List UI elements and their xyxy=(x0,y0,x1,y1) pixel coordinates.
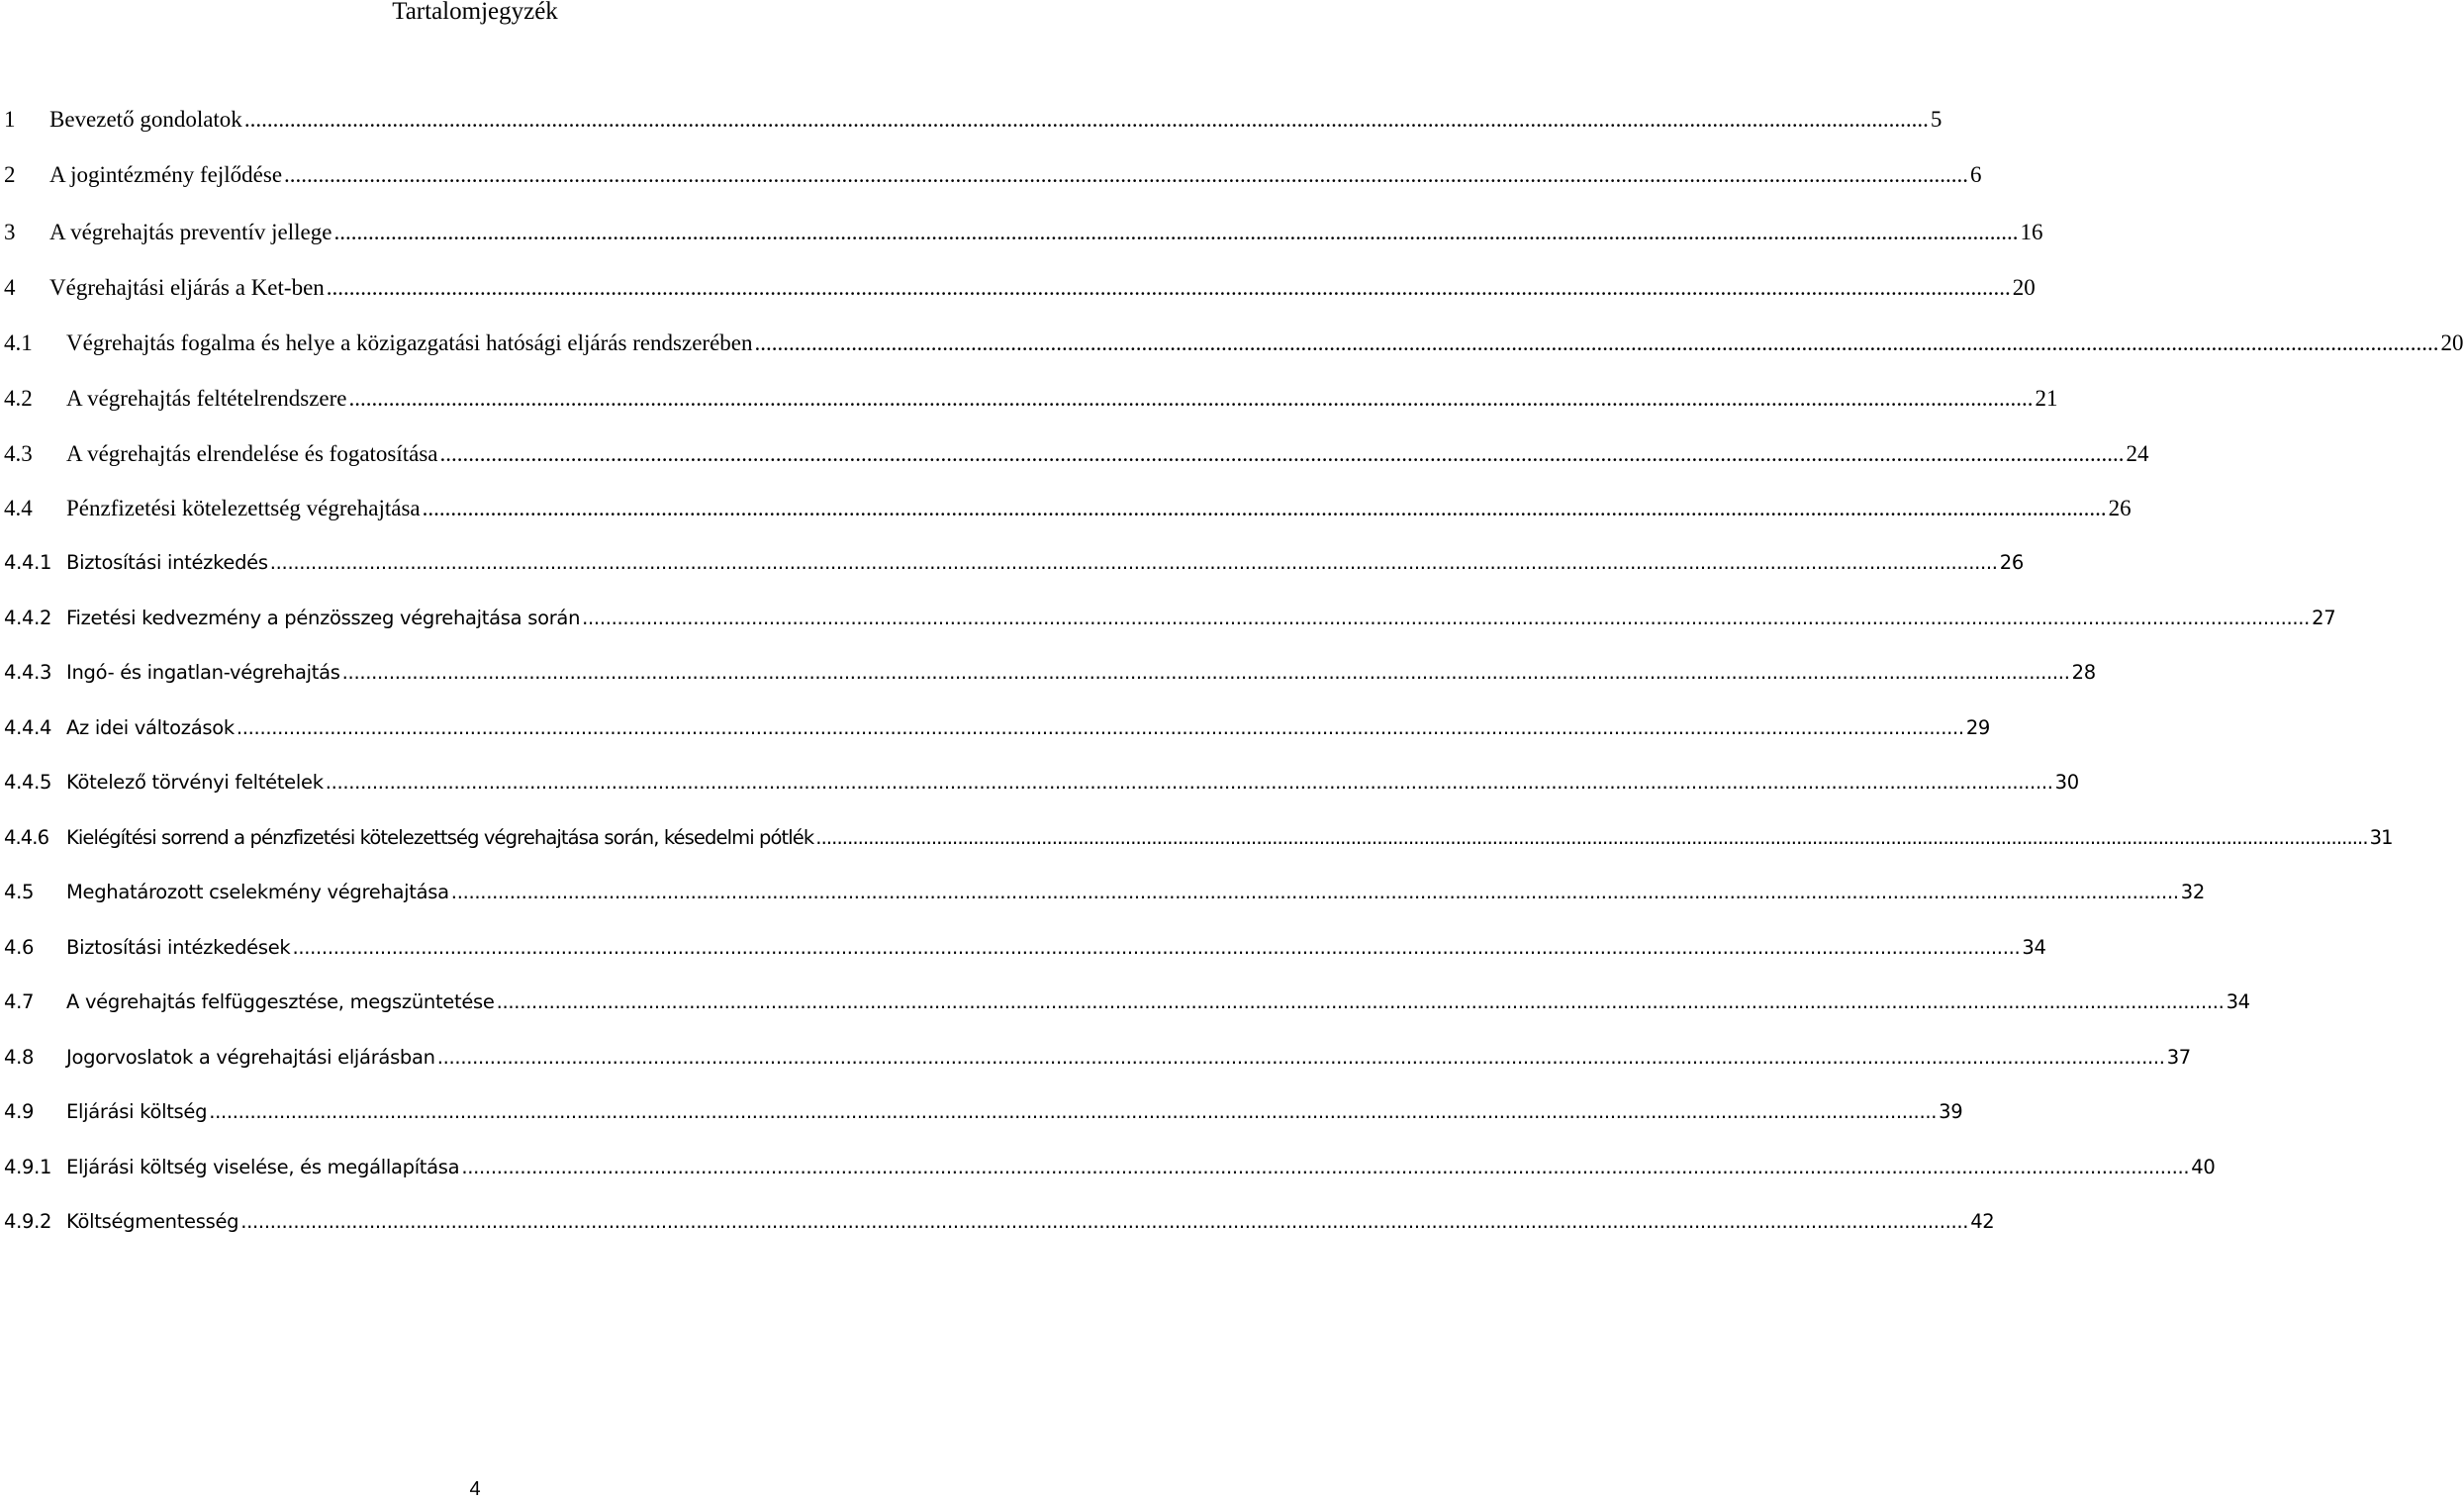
toc-entry-title: Végrehajtási eljárás a Ket-ben xyxy=(49,275,325,300)
dot-leader: ........................................................................................................................................................................................................................................................................................................ xyxy=(333,220,2019,244)
toc-entry-page: 20 xyxy=(2440,330,2464,355)
toc-entry[interactable] xyxy=(4,990,2250,1020)
toc-entry-number: 4.4.5 xyxy=(4,771,52,794)
toc-entry-page: 28 xyxy=(2071,661,2096,684)
toc-entry[interactable] xyxy=(4,220,2043,249)
toc-entry[interactable] xyxy=(4,661,2096,691)
toc-entry[interactable] xyxy=(4,496,2132,525)
toc-entry-page: 30 xyxy=(2054,771,2079,794)
toc-entry-number: 4.9 xyxy=(4,1100,35,1123)
toc-entry-number: 3 xyxy=(4,220,16,244)
dot-leader: ........................................................................................................................................................................................................................................................................................................ xyxy=(292,936,2021,959)
toc-entry-page: 27 xyxy=(2312,607,2336,629)
toc-entry-page: 21 xyxy=(2035,386,2058,411)
dot-leader: ........................................................................................................................................................................................................................................................................................................ xyxy=(240,1210,1969,1233)
toc-entry-number: 4.9.1 xyxy=(4,1156,52,1178)
toc-entry-title: A végrehajtás elrendelése és fogatosítása xyxy=(66,441,438,466)
toc-entry-title: Kielégítési sorrend a pénzfizetési kötelezettség végrehajtása során, késedelmi pótlék xyxy=(66,826,814,849)
toc-entry-number: 4.4.3 xyxy=(4,661,52,684)
dot-leader: ........................................................................................................................................................................................................................................................................................................ xyxy=(496,990,2225,1013)
toc-entry[interactable] xyxy=(4,881,2205,910)
toc-entry-number: 4.7 xyxy=(4,990,35,1013)
toc-entry-page: 34 xyxy=(2022,936,2046,959)
dot-leader: ........................................................................................................................................................................................................................................................................................................ xyxy=(815,826,2368,849)
dot-leader: ........................................................................................................................................................................................................................................................................................................ xyxy=(325,771,2053,794)
toc-entry-title: Az idei változások xyxy=(66,716,235,739)
toc-entry[interactable] xyxy=(4,1156,2216,1185)
toc-entry-page: 5 xyxy=(1930,107,1943,132)
toc-entry-number: 4 xyxy=(4,275,16,300)
toc-entry-title: A végrehajtás preventív jellege xyxy=(49,220,332,244)
toc-entry-page: 40 xyxy=(2191,1156,2216,1178)
toc-entry-page: 37 xyxy=(2166,1046,2191,1069)
toc-entry-title: Eljárási költség viselése, és megállapítása xyxy=(66,1156,460,1178)
toc-entry[interactable] xyxy=(4,1100,1963,1130)
toc-entry[interactable] xyxy=(4,771,2079,800)
toc-entry-page: 26 xyxy=(2108,496,2132,520)
toc-entry-title: Ingó- és ingatlan-végrehajtás xyxy=(66,661,340,684)
toc-entry-page: 42 xyxy=(1970,1210,1995,1233)
toc-entry-number: 4.4.4 xyxy=(4,716,52,739)
toc-entry-page: 29 xyxy=(1965,716,1991,739)
toc-entry[interactable] xyxy=(4,1046,2191,1076)
toc-entry-title: Biztosítási intézkedés xyxy=(66,551,268,574)
toc-entry-number: 4.1 xyxy=(4,330,33,355)
toc-entry-title: Fizetési kedvezmény a pénzösszeg végrehajtása során xyxy=(66,607,581,629)
toc-entry-page: 32 xyxy=(2180,881,2205,903)
toc-entry-title: A végrehajtás feltételrendszere xyxy=(66,386,347,411)
toc-entry-title: Biztosítási intézkedések xyxy=(66,936,291,959)
toc-entry-page: 39 xyxy=(1939,1100,1963,1123)
dot-leader: ........................................................................................................................................................................................................................................................................................................ xyxy=(348,386,2034,411)
toc-entry-number: 1 xyxy=(4,107,16,132)
toc-entry-number: 4.4.1 xyxy=(4,551,52,574)
dot-leader: ........................................................................................................................................................................................................................................................................................................ xyxy=(341,661,2070,684)
toc-entry[interactable] xyxy=(4,716,1991,746)
dot-leader: ........................................................................................................................................................................................................................................................................................................ xyxy=(439,441,2125,466)
dot-leader: ........................................................................................................................................................................................................................................................................................................ xyxy=(422,496,2107,520)
toc-entry[interactable] xyxy=(4,1210,1995,1240)
toc-entry-number: 4.5 xyxy=(4,881,35,903)
dot-leader: ........................................................................................................................................................................................................................................................................................................ xyxy=(243,107,1929,132)
toc-entry-title: A jogintézmény fejlődése xyxy=(49,162,283,187)
dot-leader: ........................................................................................................................................................................................................................................................................................................ xyxy=(209,1100,1938,1123)
dot-leader: ........................................................................................................................................................................................................................................................................................................ xyxy=(582,607,2311,629)
toc-entry-number: 4.9.2 xyxy=(4,1210,52,1233)
toc-entry-title: Meghatározott cselekmény végrehajtása xyxy=(66,881,449,903)
toc-entry-title: Eljárási költség xyxy=(66,1100,208,1123)
toc-entry-page: 26 xyxy=(1999,551,2024,574)
toc-entry[interactable] xyxy=(4,162,1982,192)
toc-entry-title: Kötelező törvényi feltételek xyxy=(66,771,324,794)
toc-entry-page: 20 xyxy=(2012,275,2036,300)
dot-leader: ........................................................................................................................................................................................................................................................................................................ xyxy=(284,162,1969,187)
toc-entry-page: 24 xyxy=(2126,441,2149,466)
dot-leader: ........................................................................................................................................................................................................................................................................................................ xyxy=(269,551,1998,574)
dot-leader: ........................................................................................................................................................................................................................................................................................................ xyxy=(450,881,2179,903)
dot-leader: ........................................................................................................................................................................................................................................................................................................ xyxy=(754,330,2439,355)
toc-entry[interactable] xyxy=(4,386,2058,416)
toc-entry-title: Jogorvoslatok a végrehajtási eljárásban xyxy=(66,1046,435,1069)
toc-entry-number: 4.8 xyxy=(4,1046,35,1069)
toc-entry[interactable] xyxy=(4,330,2464,360)
toc-entry-title: Pénzfizetési kötelezettség végrehajtása xyxy=(66,496,421,520)
page-title: Tartalomjegyzék xyxy=(392,0,558,25)
toc-entry-title: Bevezető gondolatok xyxy=(49,107,242,132)
toc-entry-number: 4.4 xyxy=(4,496,33,520)
dot-leader: ........................................................................................................................................................................................................................................................................................................ xyxy=(236,716,1964,739)
toc-entry-number: 4.4.2 xyxy=(4,607,52,629)
toc-entry[interactable] xyxy=(4,441,2149,471)
toc-entry[interactable] xyxy=(4,551,2024,581)
toc-entry-title: Végrehajtás fogalma és helye a közigazgatási hatósági eljárás rendszerében xyxy=(66,330,753,355)
dot-leader: ........................................................................................................................................................................................................................................................................................................ xyxy=(461,1156,2190,1178)
toc-entry-title: Költségmentesség xyxy=(66,1210,239,1233)
page-number: 4 xyxy=(469,1478,481,1500)
toc-entry[interactable] xyxy=(4,607,2336,636)
dot-leader: ........................................................................................................................................................................................................................................................................................................ xyxy=(436,1046,2165,1069)
toc-entry-page: 16 xyxy=(2020,220,2043,244)
dot-leader: ........................................................................................................................................................................................................................................................................................................ xyxy=(326,275,2011,300)
toc-entry[interactable] xyxy=(4,936,2046,966)
toc-entry-number: 4.4.6 xyxy=(4,826,49,849)
toc-entry-number: 2 xyxy=(4,162,16,187)
toc-entry-page: 31 xyxy=(2369,826,2393,849)
toc-entry-number: 4.3 xyxy=(4,441,33,466)
toc-entry[interactable] xyxy=(4,275,2036,305)
toc-entry-number: 4.2 xyxy=(4,386,33,411)
toc-entry-page: 6 xyxy=(1970,162,1982,187)
toc-entry[interactable] xyxy=(4,107,1943,137)
toc-entry-page: 34 xyxy=(2226,990,2250,1013)
toc-entry[interactable] xyxy=(4,826,2393,856)
toc-entry-number: 4.6 xyxy=(4,936,35,959)
toc-entry-title: A végrehajtás felfüggesztése, megszüntetése xyxy=(66,990,495,1013)
